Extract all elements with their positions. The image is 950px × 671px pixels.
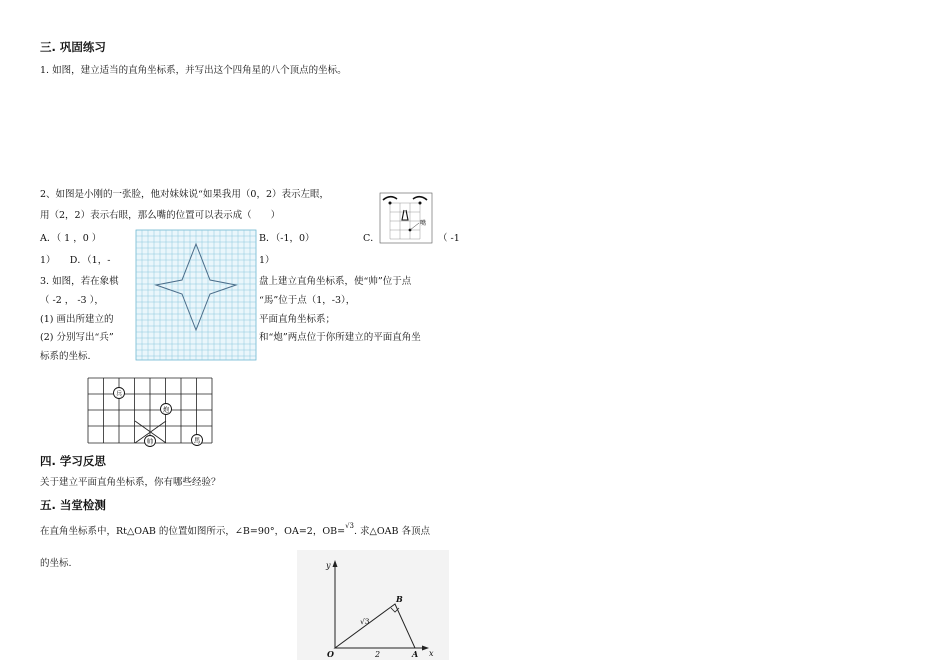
option-a: A．（ 1 ，0 ） — [40, 233, 102, 244]
piece-shuai-label: 帅 — [146, 437, 154, 446]
test-question-text: 在直角坐标系中，Rt△OAB 的位置如图所示，∠B=90°，OA=2，OB= — [40, 526, 346, 537]
question-2-line-1: 2、如图是小刚的一张脸，他对妹妹说“如果我用（0，2）表示左眼， — [40, 189, 329, 200]
test-question-text-end: . 求△OAB 各顶点 — [353, 526, 430, 537]
oa-length-label: 2 — [375, 650, 381, 659]
face-figure — [380, 193, 432, 243]
piece-pao — [161, 404, 172, 415]
piece-ma-label: 馬 — [193, 436, 201, 445]
x-axis-label: x — [429, 649, 434, 658]
option-c: C． — [363, 233, 380, 244]
question-3-line-4-right: 和“炮”两点位于你所建立的平面直角坐 — [259, 332, 421, 343]
question-3-line-3-right: 平面直角坐标系； — [259, 314, 336, 325]
question-1: 1. 如图，建立适当的直角坐标系，并写出这个四角星的八个顶点的坐标。 — [40, 65, 347, 76]
reflection-question: 关于建立平面直角坐标系，你有哪些经验？ — [40, 477, 221, 488]
option-d: 1） D．（1，- — [40, 255, 111, 266]
question-3-line-2-right: “馬”位于点（1，-3）， — [259, 295, 356, 306]
piece-ma — [192, 435, 203, 446]
mouth-label: 嘴 — [420, 220, 427, 227]
origin-label: O — [327, 649, 334, 659]
point-a-label: A — [412, 649, 419, 659]
piece-bing — [114, 388, 125, 399]
section-heading-4: 四. 学习反思 — [40, 454, 106, 468]
question-3-line-5: 标系的坐标. — [40, 351, 91, 362]
point-b-label: B — [396, 594, 403, 604]
question-3-line-2: （ -2 ， -3 ）， — [40, 295, 104, 306]
section-heading-5: 五. 当堂检测 — [40, 498, 106, 512]
question-3-line-4: (2) 分别写出“兵” — [40, 332, 114, 343]
option-c-value: （ -1 — [438, 233, 460, 244]
triangle-figure — [297, 550, 449, 660]
chess-board-figure — [88, 378, 214, 444]
test-question-line-1 — [40, 522, 430, 539]
y-axis-label: y — [326, 561, 331, 570]
option-c-value-end: 1） — [259, 255, 275, 266]
sqrt3-superscript: √3 — [345, 522, 354, 530]
question-3-line-1-right: 盘上建立直角坐标系，使“帅”位于点 — [259, 276, 412, 287]
question-3-line-1: 3. 如图，若在象棋 — [40, 276, 119, 287]
piece-shuai — [145, 436, 156, 447]
piece-pao-label: 炮 — [162, 405, 170, 414]
star-grid-figure — [136, 230, 256, 360]
section-heading-3: 三. 巩固练习 — [40, 40, 106, 54]
question-3-line-3: (1) 画出所建立的 — [40, 314, 114, 325]
question-2-line-2: 用（2，2）表示右眼，那么嘴的位置可以表示成（ ） — [40, 210, 281, 221]
piece-bing-label: 兵 — [115, 389, 123, 398]
test-question-line-2: 的坐标. — [40, 558, 72, 569]
ob-length-label: √3 — [360, 617, 370, 626]
option-b: B．（-1，0） — [259, 233, 315, 244]
